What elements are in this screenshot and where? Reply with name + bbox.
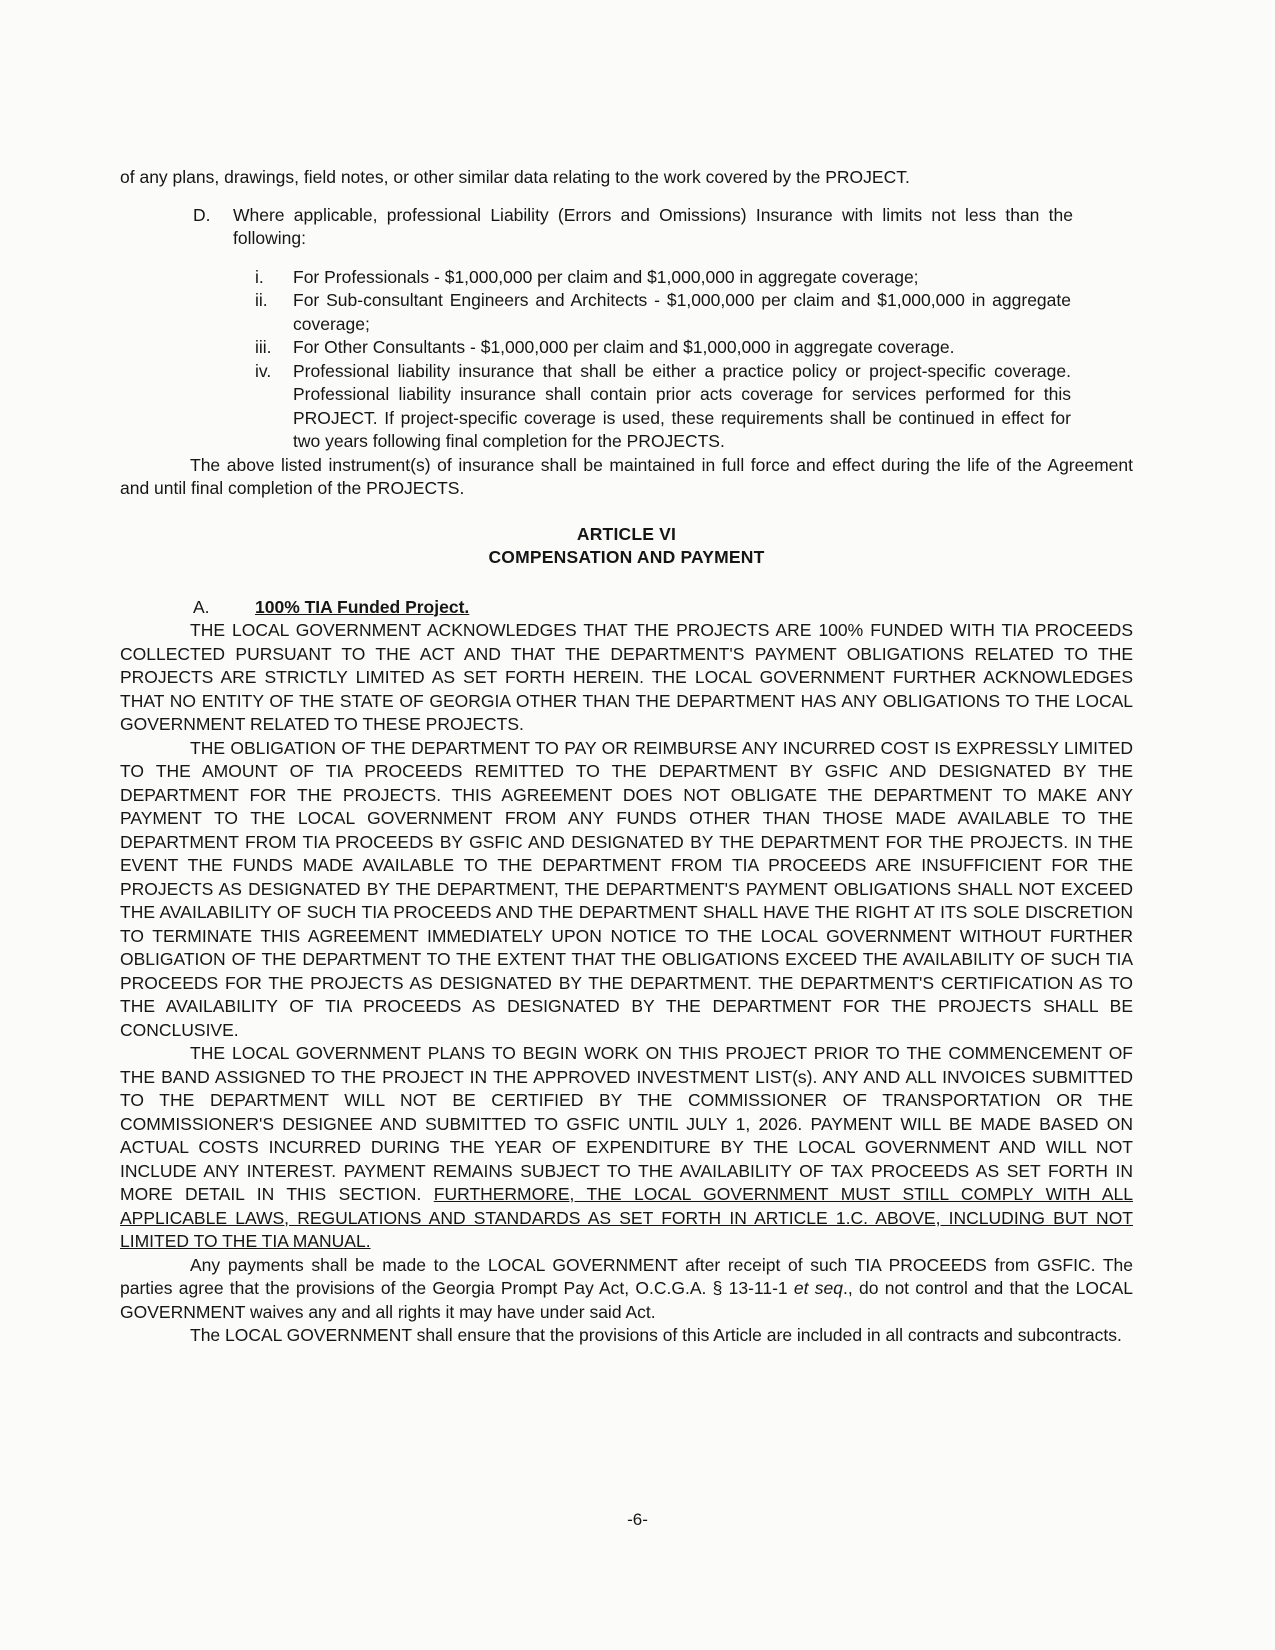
section-a-title: 100% TIA Funded Project. — [255, 596, 470, 617]
page-number: -6- — [627, 1510, 648, 1529]
paragraph-schedule — [120, 1042, 1133, 1254]
list-item-text: For Other Consultants - $1,000,000 per claim and $1,000,000 in aggregate coverage. — [293, 337, 955, 357]
insurance-limits-list — [120, 266, 1133, 454]
paragraph-obligation: THE OBLIGATION OF THE DEPARTMENT TO PAY OR REIMBURSE ANY INCURRED COST IS EXPRESSLY LIMITED TO THE AMOUNT OF TIA PROCEEDS REMITTED TO THE DEPARTMENT BY GSFIC AND DESIGNATED BY THE DEPARTMENT FOR THE PROJECTS. THIS AGREEMENT DOES NOT OBLIGATE THE DEPARTMENT TO MAKE ANY PAYMENT TO THE LOCAL GOVERNMENT FROM ANY FUNDS OTHER THAN THOSE MADE AVAILABLE TO THE DEPARTMENT FROM TIA PROCEEDS BY GSFIC AND DESIGNATED BY THE DEPARTMENT FOR THE PROJECTS. IN THE EVENT THE FUNDS MADE AVAILABLE TO THE DEPARTMENT FROM TIA PROCEEDS ARE INSUFFICIENT FOR THE PROJECTS AS DESIGNATED BY THE DEPARTMENT, THE DEPARTMENT'S PAYMENT OBLIGATIONS SHALL NOT EXCEED THE AVAILABILITY OF SUCH TIA PROCEEDS AND THE DEPARTMENT SHALL HAVE THE RIGHT AT ITS SOLE DISCRETION TO TERMINATE THIS AGREEMENT IMMEDIATELY UPON NOTICE TO THE LOCAL GOVERNMENT WITHOUT FURTHER OBLIGATION OF THE DEPARTMENT TO THE EXTENT THAT THE OBLIGATIONS EXCEED THE AVAILABILITY OF SUCH TIA PROCEEDS FOR THE PROJECTS AS DESIGNATED BY THE DEPARTMENT. THE DEPARTMENT'S CERTIFICATION AS TO THE AVAILABILITY OF TIA PROCEEDS AS DESIGNATED BY THE DEPARTMENT FOR THE PROJECTS SHALL BE CONCLUSIVE. — [120, 737, 1133, 1040]
paragraph-payments-part1: Any payments shall be made to the LOCAL GOVERNMENT after receipt of such TIA PROCEEDS from GSFIC. The parties agree that the provisions of the Georgia Prompt Pay Act, O.C.G.A. § 13-11-1 — [120, 1254, 1133, 1298]
paragraph-payments — [120, 1254, 1133, 1325]
list-item-d — [193, 204, 1073, 251]
paragraph-schedule-normal: THE LOCAL GOVERNMENT PLANS TO BEGIN WORK ON THIS PROJECT PRIOR TO THE COMMENCEMENT OF THE BAND ASSIGNED TO THE PROJECT IN THE APPROVED INVESTMENT LIST(s). ANY AND ALL INVOICES SUBMITTED TO THE DEPARTMENT WILL NOT BE CERTIFIED BY THE COMMISSIONER OF TRANSPORTATION OR THE COMMISSIONER'S DESIGNEE AND SUBMITTED TO GSFIC UNTIL JULY 1, 2026. PAYMENT WILL BE MADE BASED ON ACTUAL COSTS INCURRED DURING THE YEAR OF EXPENDITURE BY THE LOCAL GOVERNMENT AND WILL NOT INCLUDE ANY INTEREST. PAYMENT REMAINS SUBJECT TO THE AVAILABILITY OF TAX PROCEEDS AS SET FORTH IN MORE DETAIL IN THIS SECTION. — [120, 1043, 1133, 1204]
article-heading — [120, 523, 1133, 570]
list-item — [255, 336, 1071, 360]
paragraph-funding: THE LOCAL GOVERNMENT ACKNOWLEDGES THAT THE PROJECTS ARE 100% FUNDED WITH TIA PROCEEDS COLLECTED PURSUANT TO THE ACT AND THAT THE DEPARTMENT'S PAYMENT OBLIGATIONS RELATED TO THE PROJECTS ARE STRICTLY LIMITED AS SET FORTH HEREIN. THE LOCAL GOVERNMENT FURTHER ACKNOWLEDGES THAT NO ENTITY OF THE STATE OF GEORGIA OTHER THAN THE DEPARTMENT HAS ANY OBLIGATIONS TO THE LOCAL GOVERNMENT RELATED TO THESE PROJECTS. — [120, 620, 1133, 734]
list-item-label: i. — [255, 266, 264, 287]
paragraph-payments-latin: et seq — [793, 1278, 843, 1298]
paragraph-payments-part2: ., do not control and that the LOCAL GOVERNMENT waives any and all rights it may have under said Act. — [120, 1278, 1133, 1322]
paragraph-schedule-underlined: FURTHERMORE, THE LOCAL GOVERNMENT MUST STILL COMPLY WITH ALL APPLICABLE LAWS, REGULATIONS AND STANDARDS AS SET FORTH IN ARTICLE 1.C. ABOVE, INCLUDING BUT NOT LIMITED TO THE TIA MANUAL. — [120, 1184, 1134, 1251]
list-item-text: Professional liability insurance that shall be either a practice policy or project-specific coverage. Professional liability insurance shall contain prior acts coverage for services performed for this PROJECT. If project-specific coverage is used, these requirements shall be continued in effect for two years following final completion for the PROJECTS. — [293, 360, 1071, 451]
maintenance-clause: The above listed instrument(s) of insurance shall be maintained in full force and effect during the life of the Agreement and until final completion of the PROJECTS. — [120, 454, 1133, 498]
article-heading-line1: ARTICLE VI — [576, 523, 677, 544]
list-item — [255, 289, 1071, 336]
section-a-heading — [193, 596, 1133, 620]
list-item-label: iii. — [255, 337, 272, 357]
list-item-d-label: D. — [193, 204, 211, 225]
list-item — [255, 266, 1071, 290]
section-a-label: A. — [193, 596, 210, 617]
document-content — [120, 166, 1133, 1348]
paragraph-contracts: The LOCAL GOVERNMENT shall ensure that the provisions of this Article are included in all contracts and subcontracts. — [190, 1325, 1122, 1345]
list-item-label: iv. — [255, 360, 272, 381]
list-item-d-text: Where applicable, professional Liability (Errors and Omissions) Insurance with limits not less than the following: — [233, 204, 1073, 248]
continued-clause: of any plans, drawings, field notes, or other similar data relating to the work covered by the PROJECT. — [120, 167, 910, 187]
list-item-text: For Professionals - $1,000,000 per claim and $1,000,000 in aggregate coverage; — [293, 266, 919, 287]
list-item-label: ii. — [255, 290, 268, 310]
list-item — [255, 360, 1071, 454]
list-item-text: For Sub-consultant Engineers and Architects - $1,000,000 per claim and $1,000,000 in aggregate coverage; — [293, 290, 1071, 334]
article-heading-line2: COMPENSATION AND PAYMENT — [488, 547, 765, 567]
